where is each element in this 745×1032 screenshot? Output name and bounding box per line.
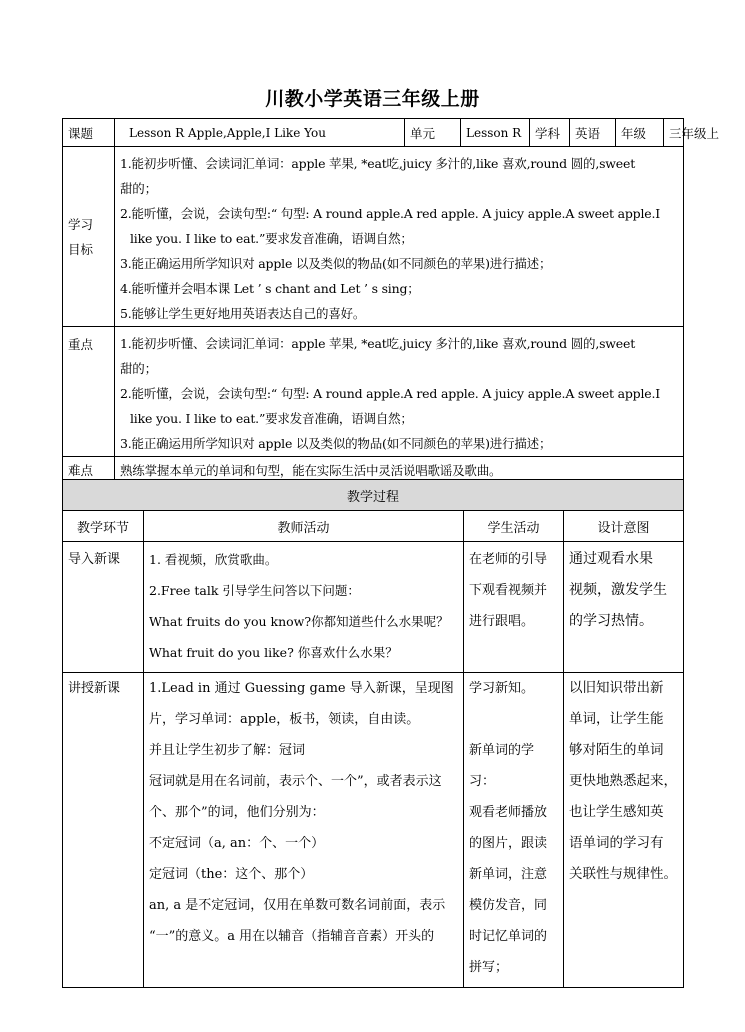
teacher-line: an, a 是不定冠词，仅用在单数可数名词前面，表示 <box>149 898 446 913</box>
topic-label: 课题 <box>63 119 115 147</box>
table-row <box>63 542 684 673</box>
difficulty-label: 难点 <box>63 457 115 484</box>
goals-label-line-1: 学习 <box>68 216 94 232</box>
key-point-line: 2.能听懂，会说，会读句型:“ 句型: A round apple.A red apple. A juicy apple.A sweet apple.I <box>120 386 660 401</box>
student-line: 在老师的引导 <box>469 552 548 567</box>
goal-line: 4.能听懂并会唱本课 Let ’ s chant and Let ’ s sing； <box>120 281 420 296</box>
key-points-label: 重点 <box>63 327 115 457</box>
intent-line: 语单词的学习有 <box>569 835 664 851</box>
intent-line: 视频，激发学生 <box>569 582 667 598</box>
column-header-stage: 教学环节 <box>63 511 144 542</box>
subject-label: 学科 <box>530 119 570 147</box>
goal-line: 5.能够让学生更好地用英语表达自己的喜好。 <box>120 306 366 321</box>
teacher-line: 定冠词（the：这个、那个） <box>149 867 314 882</box>
student-line: 学习新知。 <box>469 681 535 696</box>
key-point-line: like you. I like to eat.”要求发音准确，语调自然； <box>130 411 413 426</box>
teacher-line: 冠词就是用在名词前，表示个、一个”，或者表示这 <box>149 774 442 789</box>
student-line: 模仿发音，同 <box>469 898 548 913</box>
teacher-line: 个、那个”的词，他们分别为： <box>149 805 325 820</box>
teaching-process-table <box>62 479 684 988</box>
student-line <box>469 704 558 735</box>
intent-cell <box>564 542 684 673</box>
topic-value: Lesson R Apple,Apple,I Like You <box>115 119 405 147</box>
intent-line: 单词，让学生能 <box>569 711 664 727</box>
teacher-line: 2.Free talk 引导学生问答以下问题： <box>149 583 360 598</box>
goal-line: 甜的； <box>120 181 157 196</box>
key-points-content <box>115 327 684 457</box>
student-line: 进行跟唱。 <box>469 614 535 629</box>
column-header-student: 学生活动 <box>464 511 564 542</box>
goals-content <box>115 147 684 327</box>
intent-line: 也让学生感知英 <box>569 804 664 820</box>
teacher-activity-cell <box>144 673 464 988</box>
student-line: 新单词的学习： <box>469 743 535 789</box>
student-line: 观看老师播放 <box>469 805 548 820</box>
student-line: 新单词，注意 <box>469 867 548 882</box>
intent-line: 通过观看水果 <box>569 551 653 567</box>
teacher-line: What fruits do you know?你都知道些什么水果呢？ <box>149 614 449 629</box>
goals-label <box>63 147 115 327</box>
teacher-line: What fruit do you like? 你喜欢什么水果？ <box>149 645 398 660</box>
teacher-line: 不定冠词（a, an：个、一个） <box>149 836 325 851</box>
stage-cell: 讲授新课 <box>63 673 144 988</box>
teacher-activity-cell <box>144 542 464 673</box>
key-point-line: 3.能正确运用所学知识对 apple 以及类似的物品(如不同颜色的苹果)进行描述； <box>120 436 552 451</box>
subject-value: 英语 <box>570 119 616 147</box>
goal-line: 1.能初步听懂、会读词汇单词：apple 苹果, *eat吃,juicy 多汁的,like 喜欢,round 圆的,sweet <box>120 156 636 171</box>
teacher-line: 1. 看视频，欣赏歌曲。 <box>149 552 278 567</box>
teacher-line: 并且让学生初步了解：冠词 <box>149 743 306 758</box>
key-point-line: 1.能初步听懂、会读词汇单词：apple 苹果, *eat吃,juicy 多汁的,like 喜欢,round 圆的,sweet <box>120 336 636 351</box>
goal-line: 2.能听懂，会说，会读句型:“ 句型: A round apple.A red apple. A juicy apple.A sweet apple.I <box>120 206 660 221</box>
student-line: 下观看视频并 <box>469 583 548 598</box>
intent-cell <box>564 673 684 988</box>
intent-line: 更快地熟悉起来， <box>569 773 677 789</box>
teacher-line: “一”的意义。a 用在以辅音（指辅音音素）开头的 <box>149 929 435 944</box>
intent-line: 以旧知识带出新 <box>569 680 664 696</box>
unit-value: Lesson R <box>461 119 530 147</box>
process-header: 教学过程 <box>63 480 684 511</box>
goals-label-line-2: 目标 <box>68 241 94 257</box>
unit-label: 单元 <box>405 119 461 147</box>
column-header-teacher: 教师活动 <box>144 511 464 542</box>
intent-line: 够对陌生的单词 <box>569 742 664 758</box>
goal-line: like you. I like to eat.”要求发音准确，语调自然； <box>130 231 413 246</box>
goal-line: 3.能正确运用所学知识对 apple 以及类似的物品(如不同颜色的苹果)进行描述； <box>120 256 552 271</box>
teacher-line: 1.Lead in 通过 Guessing game 导入新课，呈现图 <box>149 681 454 696</box>
lesson-info-table <box>62 118 720 484</box>
page-title: 川教小学英语三年级上册 <box>265 88 480 110</box>
teacher-line: 片，学习单词：apple，板书，领读，自由读。 <box>149 712 420 727</box>
stage-cell: 导入新课 <box>63 542 144 673</box>
intent-line: 关联性与规律性。 <box>569 866 677 882</box>
grade-label: 年级 <box>616 119 664 147</box>
student-line: 时记忆单词的 <box>469 929 548 944</box>
table-row <box>63 673 684 988</box>
grade-value: 三年级上 <box>664 119 684 147</box>
column-header-intent: 设计意图 <box>564 511 684 542</box>
intent-line: 的学习热情。 <box>569 613 653 629</box>
difficulty-text: 熟练掌握本单元的单词和句型，能在实际生活中灵活说唱歌谣及歌曲。 <box>115 457 684 484</box>
key-point-line: 甜的； <box>120 361 157 376</box>
student-activity-cell <box>464 542 564 673</box>
student-activity-cell <box>464 673 564 988</box>
student-line: 的图片，跟读 <box>469 836 548 851</box>
student-line: 拼写； <box>469 960 509 975</box>
